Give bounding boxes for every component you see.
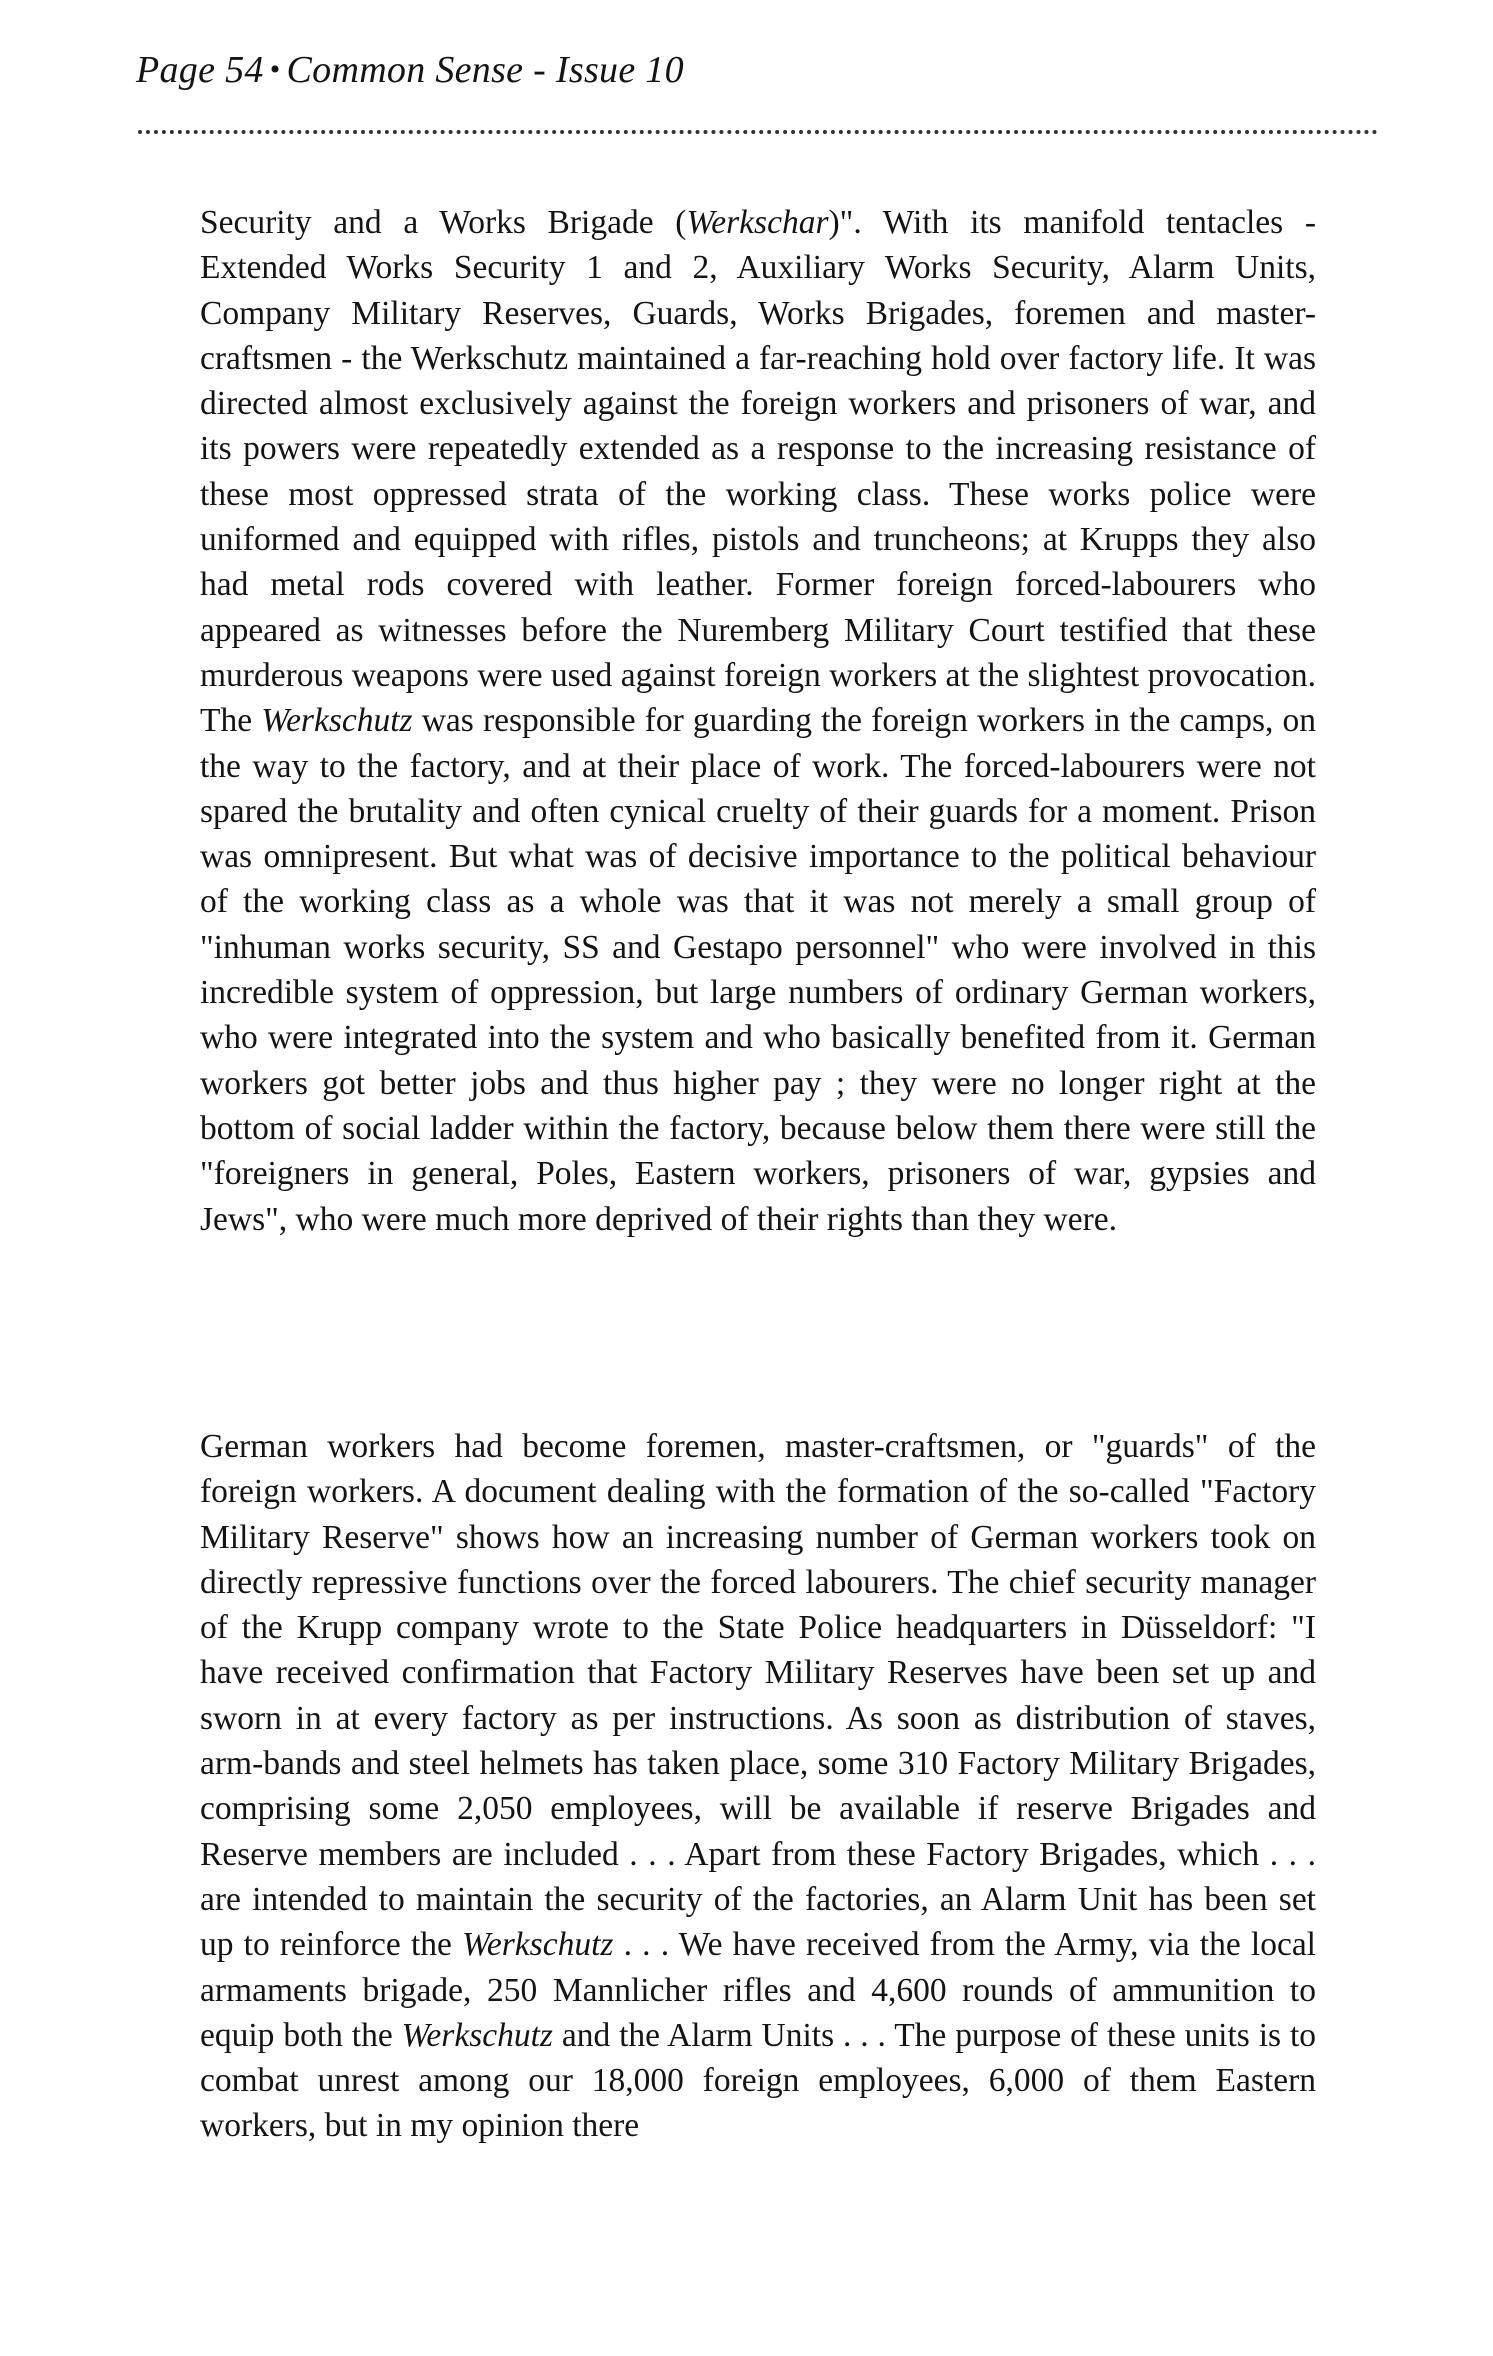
body-paragraph-1 <box>200 200 1316 1242</box>
italic-term: Werkschar <box>686 204 829 241</box>
body-paragraph-2 <box>200 1424 1316 2149</box>
publication-title: Common Sense - Issue 10 <box>286 49 684 91</box>
page-number: Page 54 <box>136 49 264 91</box>
text-run: German workers had become foremen, master-craftsmen, or "guards" of the foreign workers. A document dealing with the formation of the so-called "Factory Military Reserve" shows how an increasing number of German workers took on directly repressive functions over the forced labourers. The chief security manager of the Krupp company wrote to the State Police headquarters in Düsseldorf: "I have received confirmation that Factory Military Reserves have been set up and sworn in at every factory as per instructions. As soon as distribution of staves, arm-bands and steel helmets has taken place, some 310 Factory Military Brigades, comprising some 2,050 employees, will be available if reserve Brigades and Reserve members are included . . . Apart from these Factory Brigades, which . . . are intended to maintain the security of the factories, an Alarm Unit has been set up to reinforce the <box>200 1428 1316 1964</box>
italic-term: Werkschutz <box>401 2016 553 2054</box>
text-run: and the Alarm Units . . . The purpose of these units is to combat unrest among our 18,000 foreign employees, 6,000 of them Eastern workers, but in my opinion there <box>200 2016 1316 2145</box>
dotted-divider <box>138 130 1378 134</box>
running-header <box>136 48 684 92</box>
italic-term: Werkschutz <box>261 702 413 740</box>
header-separator: • <box>269 53 281 86</box>
text-run: )". With its manifold tentacles - Extended Works Security 1 and 2, Auxiliary Works Security, Alarm Units, Company Military Reserves, Guards, Works Brigades, foremen and master-craftsmen - the Werkschutz maintained a far-reaching hold over factory life. It was directed almost exclusively against the foreign workers and prisoners of war, and its powers were repeatedly extended as a response to the increasing resistance of these most oppressed strata of the working class. These works police were uniformed and equipped with rifles, pistols and truncheons; at Krupps they also had metal rods covered with leather. Former foreign forced-labourers who appeared as witnesses before the Nuremberg Military Court testified that these murderous weapons were used against foreign workers at the slightest provocation. The <box>200 204 1317 740</box>
text-run: . . . We have received from the Army, via the local armaments brigade, 250 Mannlicher rifles and 4,600 rounds of ammunition to equip both the <box>200 1926 1316 2054</box>
text-run: Security and a Works Brigade ( <box>200 204 687 241</box>
text-run: was responsible for guarding the foreign workers in the camps, on the way to the factory, and at their place of work. The forced-labourers were not spared the brutality and often cynical cruelty of their guards for a moment. Prison was omnipresent. But what was of decisive importance to the political behaviour of the working class as a whole was that it was not merely a small group of "inhuman works security, SS and Gestapo personnel" who were involved in this incredible system of oppression, but large numbers of ordinary German workers, who were integrated into the system and who basically benefited from it. German workers got better jobs and thus higher pay ; they were no longer right at the bottom of social ladder within the factory, because below them there were still the "foreigners in general, Poles, Eastern workers, prisoners of war, gypsies and Jews", who were much more deprived of their rights than they were. <box>200 702 1316 1238</box>
italic-term: Werkschutz <box>462 1926 614 1964</box>
